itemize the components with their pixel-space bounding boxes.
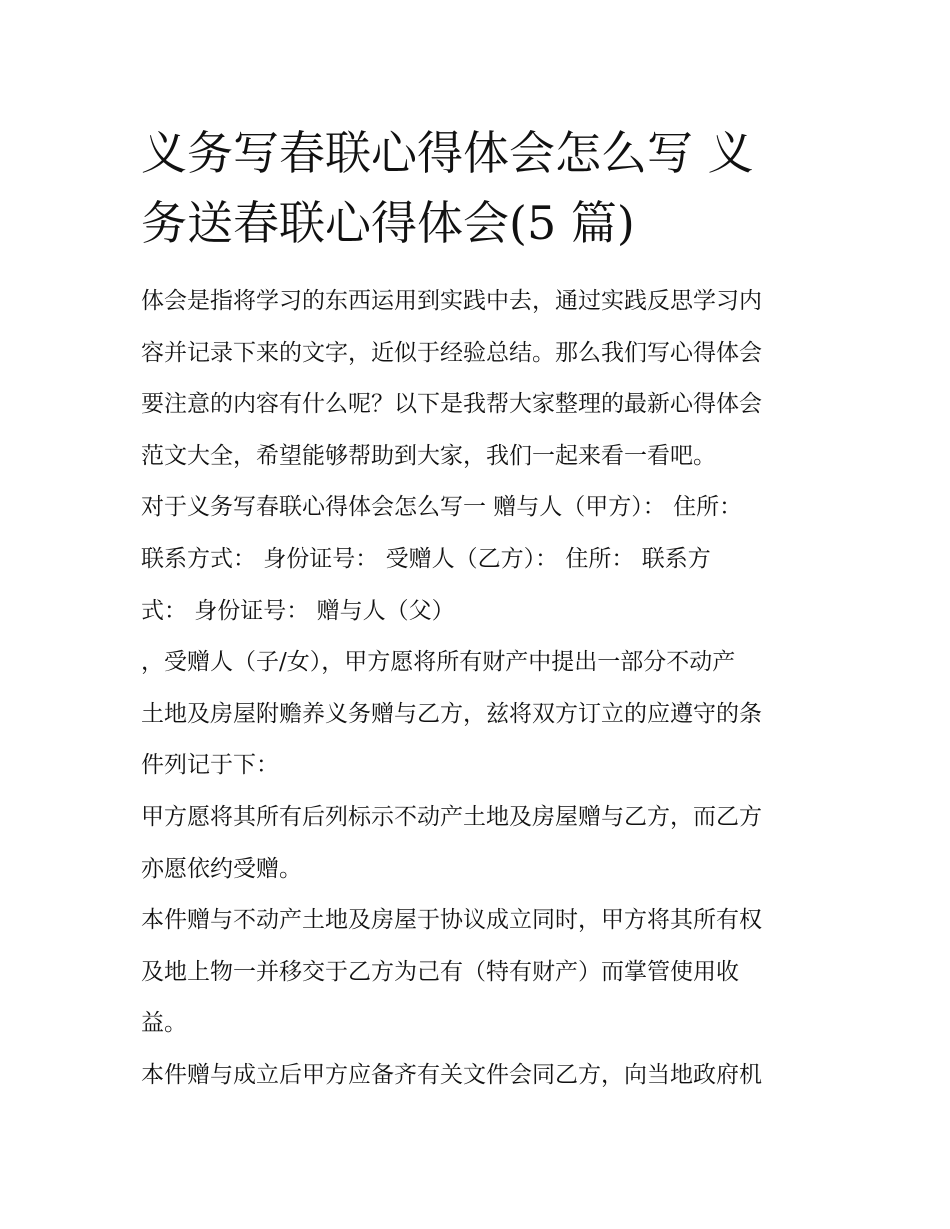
title-line-1: 义务写春联心得体会怎么写 义 bbox=[141, 126, 754, 180]
text-line: 容并记录下来的文字，近似于经验总结。那么我们写心得体会 bbox=[141, 339, 762, 366]
title-line-2: 务送春联心得体会(5 篇) bbox=[141, 196, 635, 250]
text-line: 本件赠与成立后甲方应备齐有关文件会同乙方，向当地政府机 bbox=[141, 1061, 762, 1088]
text-line: 件列记于下： bbox=[141, 752, 279, 779]
document-body bbox=[141, 276, 816, 1102]
body-paragraph bbox=[141, 276, 816, 1102]
text-line: 益。 bbox=[141, 1010, 187, 1037]
text-line: 本件赠与不动产土地及房屋于协议成立同时，甲方将其所有权 bbox=[141, 907, 762, 934]
text-line: 土地及房屋附赡养义务赠与乙方，兹将双方订立的应遵守的条 bbox=[141, 700, 762, 727]
document-title bbox=[141, 118, 821, 258]
text-line: 甲方愿将其所有后列标示不动产土地及房屋赠与乙方，而乙方 bbox=[141, 803, 762, 830]
text-line: 式： 身份证号： 赠与人（父） bbox=[141, 597, 455, 624]
text-line: 要注意的内容有什么呢？以下是我帮大家整理的最新心得体会 bbox=[141, 391, 762, 418]
text-line: 联系方式： 身份证号： 受赠人（乙方）： 住所： 联系方 bbox=[141, 545, 711, 572]
text-line: 及地上物一并移交于乙方为己有（特有财产）而掌管使用收 bbox=[141, 958, 739, 985]
text-line: 范文大全，希望能够帮助到大家，我们一起来看一看吧。 bbox=[141, 442, 716, 469]
text-line: 亦愿依约受赠。 bbox=[141, 855, 302, 882]
text-line: 对于义务写春联心得体会怎么写一 赠与人（甲方）： 住所： bbox=[141, 494, 743, 521]
text-line: ，受赠人（子/女），甲方愿将所有财产中提出一部分不动产 bbox=[141, 649, 736, 676]
text-line: 体会是指将学习的东西运用到实践中去，通过实践反思学习内 bbox=[141, 288, 762, 314]
